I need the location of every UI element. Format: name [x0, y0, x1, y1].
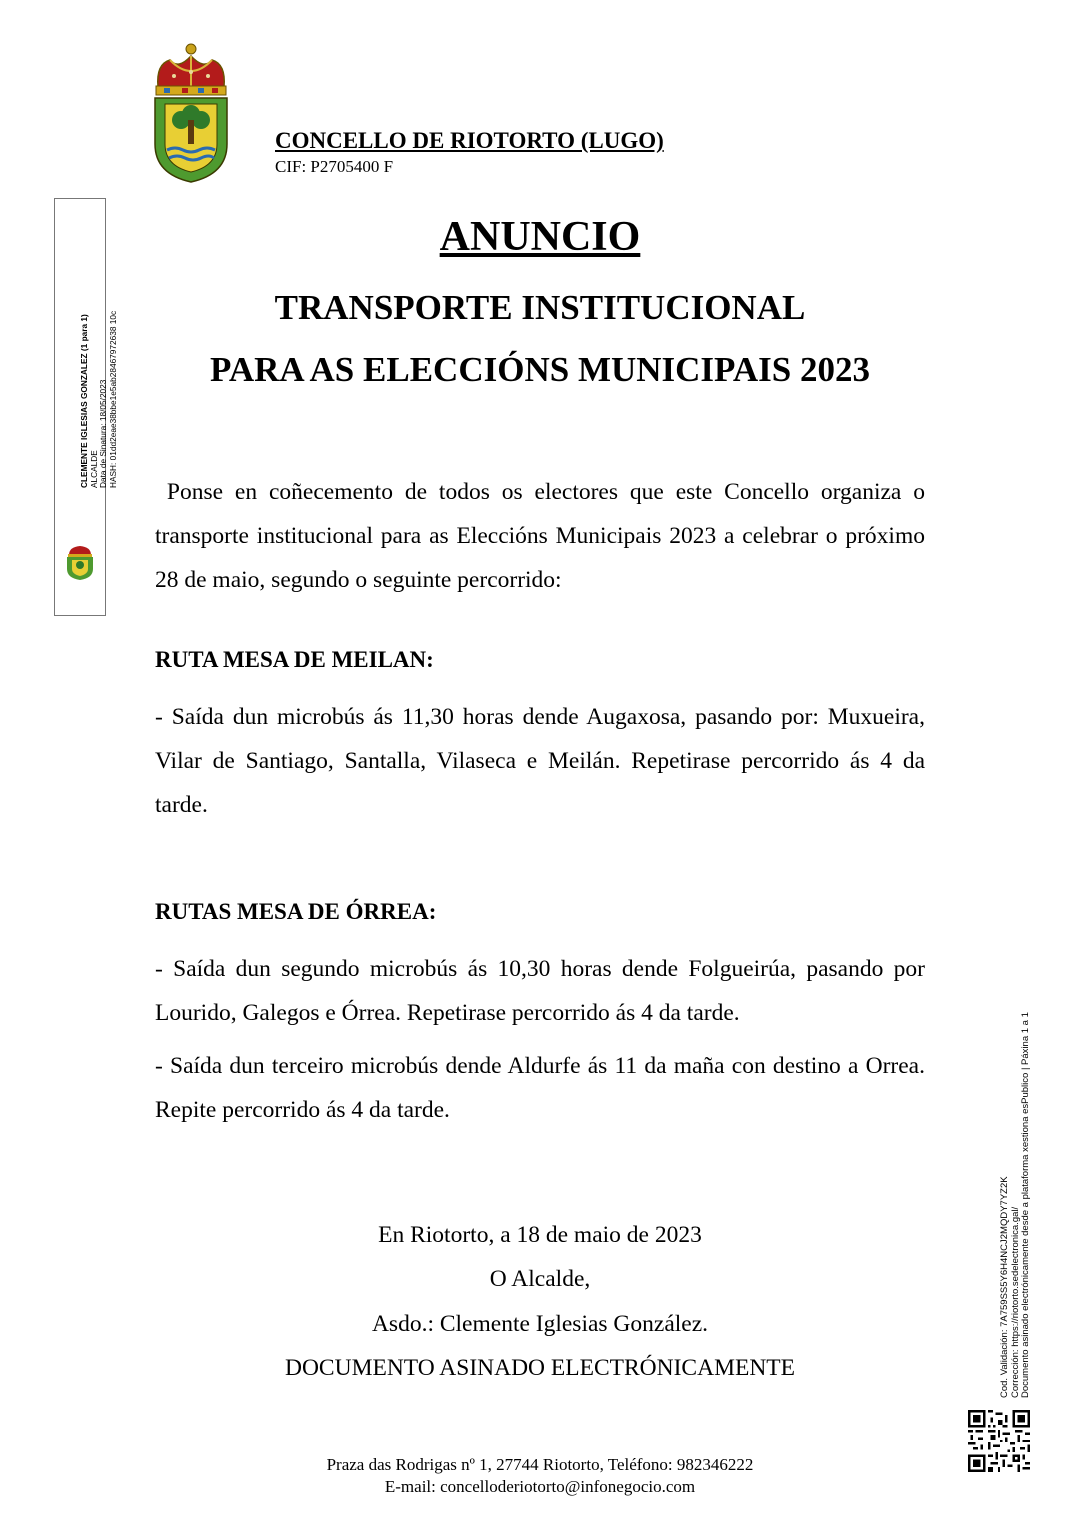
- qr-code-icon: [968, 1410, 1030, 1472]
- validation-platform: Documento asinado electrónicamente desde a plataforma xestiona esPublico | Páxina 1 a 1: [1020, 1012, 1032, 1398]
- org-name: CONCELLO DE RIOTORTO (LUGO): [275, 128, 664, 153]
- small-coat-of-arms-icon: [64, 543, 96, 581]
- org-cif: CIF: P2705400 F: [275, 157, 394, 176]
- stamp-position: ALCALDE: [88, 450, 99, 488]
- route1-heading: RUTA MESA DE MEILAN:: [155, 647, 434, 672]
- route2-paragraph-a: - Saída dun segundo microbús ás 10,30 horas dende Folgueirúa, pasando por Lourido, Galegos e Órrea. Repetirase percorrido ás 4 da tarde.: [155, 956, 925, 1026]
- signature-name: Asdo.: Clemente Iglesias González.: [371, 1311, 709, 1337]
- signature-stamp-text: [80, 311, 118, 488]
- signature-role: O Alcalde,: [489, 1266, 591, 1292]
- document-title: ANUNCIO: [439, 214, 641, 260]
- validation-url: Corrección: https://riotorto.sedelectronica.gal/: [1009, 1206, 1021, 1398]
- validation-code: Cod. Validación: 7A759SS5Y6H4NCJ2MQDY7YZ2K: [999, 1176, 1010, 1398]
- stamp-date: Data de Sinatura: 18/05/2023: [98, 379, 108, 488]
- validation-text: [1000, 1012, 1032, 1398]
- stamp-hash: HASH: 01dd2eae38bbe1e5ab28467972638 10c: [107, 310, 118, 488]
- document-subtitle-line2: PARA AS ELECCIÓNS MUNICIPAIS 2023: [210, 350, 870, 389]
- intro-paragraph: Ponse en coñecemento de todos os electores que este Concello organiza o transporte institucional para as Eleccións Municipais 2023 a celebrar o próximo 28 de maio, segundo o seguinte percorrido:: [155, 479, 931, 593]
- stamp-signer: CLEMENTE IGLESIAS GONZALEZ (1 para 1): [79, 314, 89, 488]
- signature-place-date: En Riotorto, a 18 de maio de 2023: [378, 1222, 702, 1248]
- document-subtitle-line1: TRANSPORTE INSTITUCIONAL: [274, 288, 806, 327]
- footer-address: Praza das Rodrigas nº 1, 27744 Riotorto, Teléfono: 982346222: [326, 1455, 754, 1474]
- coat-of-arms-icon: [148, 42, 234, 184]
- route2-heading: RUTAS MESA DE ÓRREA:: [155, 899, 437, 924]
- route2-paragraph-b: - Saída dun terceiro microbús dende Aldurfe ás 11 da maña con destino a Orrea. Repite percorrido ás 4 da tarde.: [155, 1053, 925, 1123]
- footer-email: E-mail: concelloderiotorto@infonegocio.com: [384, 1477, 696, 1496]
- signature-note: DOCUMENTO ASINADO ELECTRÓNICAMENTE: [284, 1355, 796, 1381]
- route1-paragraph: - Saída dun microbús ás 11,30 horas dende Augaxosa, pasando por: Muxueira, Vilar de Santiago, Santalla, Vilaseca e Meilán. Repetirase percorrido ás 4 da tarde.: [155, 704, 925, 818]
